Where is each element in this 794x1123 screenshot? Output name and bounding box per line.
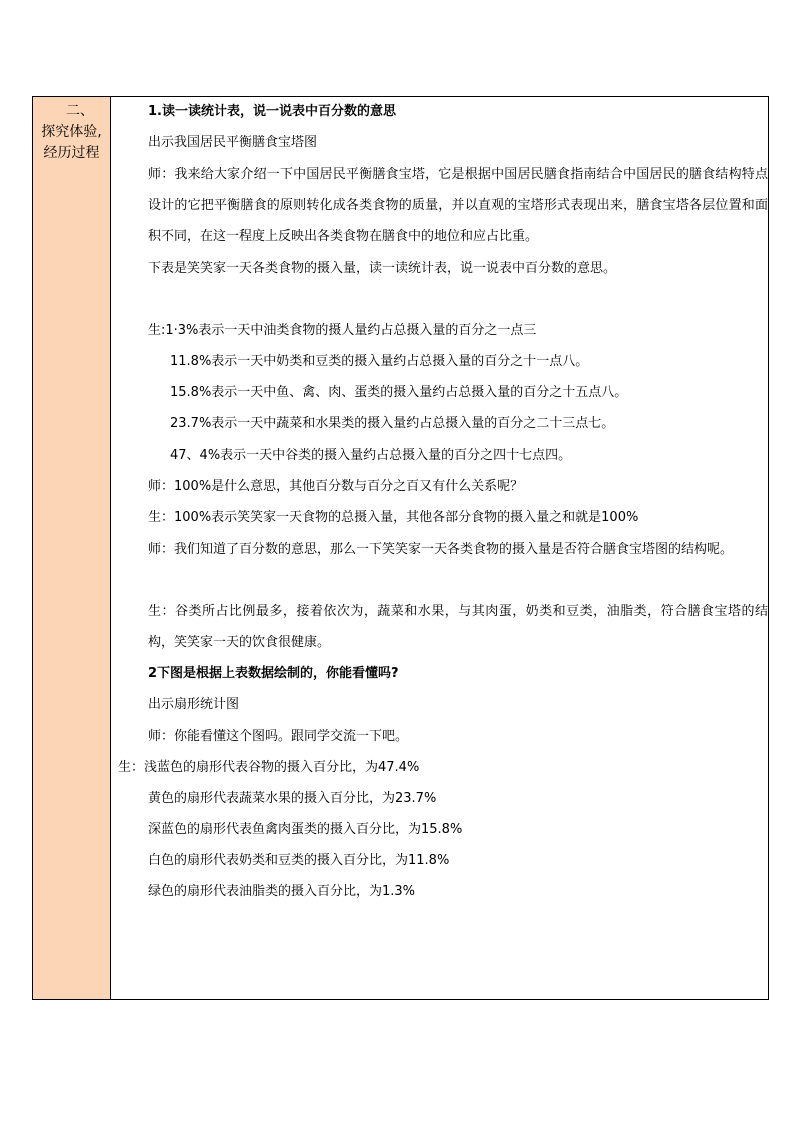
show-tower-chart: 出示我国居民平衡膳食宝塔图 (148, 135, 318, 150)
heading-2: 2下图是根据上表数据绘制的，你能看懂吗? (148, 666, 399, 681)
teacher-question-3: 师：你能看懂这个图吗。跟同学交流一下吧。 (148, 729, 409, 744)
student-answer-1: 生:1·3%表示一天中油类食物的摄人量约占总摄入量的百分之一点三 (148, 323, 537, 338)
student-answer-2: 生：100%表示笑笑家一天食物的总摄入量，其他各部分食物的摄入量之和就是100% (148, 510, 639, 525)
pie-explanation-1: 生：浅蓝色的扇形代表谷物的摄入百分比，为47.4% (118, 760, 420, 775)
student-answer-line-5: 47、4%表示一天中谷类的摄入量约占总摄入量的百分之四十七点四。 (170, 448, 572, 463)
section-title-line2: 经历过程 (43, 145, 100, 161)
section-title-line1: 探究体验, (41, 124, 102, 140)
teacher-intro-paragraph: 师：我来给大家介绍一下中国居民平衡膳食宝塔，它是根据中国居民膳食指南结合中国居民的膳食结构特点设计的它把平衡膳食的原则转化成各类食物的质量，并以直观的宝塔形式表现出来，膳食宝塔各层位置和面积不同，在这一程度上反映出各类食物在膳食中的地位和应占比重。 (148, 167, 768, 244)
student-answer-3: 生：谷类所占比例最多，接着依次为，蔬菜和水果，与其肉蛋，奶类和豆类，油脂类，符合膳食宝塔的结构，笑笑家一天的饮食很健康。 (148, 604, 768, 650)
section-header-cell (33, 97, 111, 999)
section-content-cell (111, 97, 768, 999)
student-answer-line-2: 11.8%表示一天中奶类和豆类的摄入量约占总摄入量的百分之十一点八。 (170, 354, 589, 369)
student-answer-line-4: 23.7%表示一天中蔬菜和水果类的摄入量约占总摄入量的百分之二十三点七。 (170, 416, 615, 431)
pie-explanation-4: 白色的扇形代表奶类和豆类的摄入百分比，为11.8% (148, 853, 450, 868)
section-number: 二、 (66, 103, 94, 119)
pie-explanation-5: 绿色的扇形代表油脂类的摄入百分比，为1.3% (148, 884, 416, 899)
student-answer-line-3: 15.8%表示一天中鱼、禽、肉、蛋类的摄入量约占总摄入量的百分之十五点八。 (170, 385, 628, 400)
table-intro: 下表是笑笑家一天各类食物的摄入量，读一读统计表，说一说表中百分数的意思。 (148, 261, 617, 276)
pie-explanation-3: 深蓝色的扇形代表鱼禽肉蛋类的摄入百分比，为15.8% (148, 822, 463, 837)
show-pie-chart: 出示扇形统计图 (148, 697, 240, 712)
heading-1: 1.读一读统计表，说一说表中百分数的意思 (148, 104, 396, 119)
lesson-table (32, 96, 769, 1000)
pie-explanation-2: 黄色的扇形代表蔬菜水果的摄入百分比，为23.7% (148, 791, 437, 806)
teacher-question-1: 师：100%是什么意思，其他百分数与百分之百又有什么关系呢？ (148, 479, 524, 494)
teacher-question-2: 师：我们知道了百分数的意思，那么一下笑笑家一天各类食物的摄入量是否符合膳食宝塔图的结构呢。 (148, 542, 734, 557)
